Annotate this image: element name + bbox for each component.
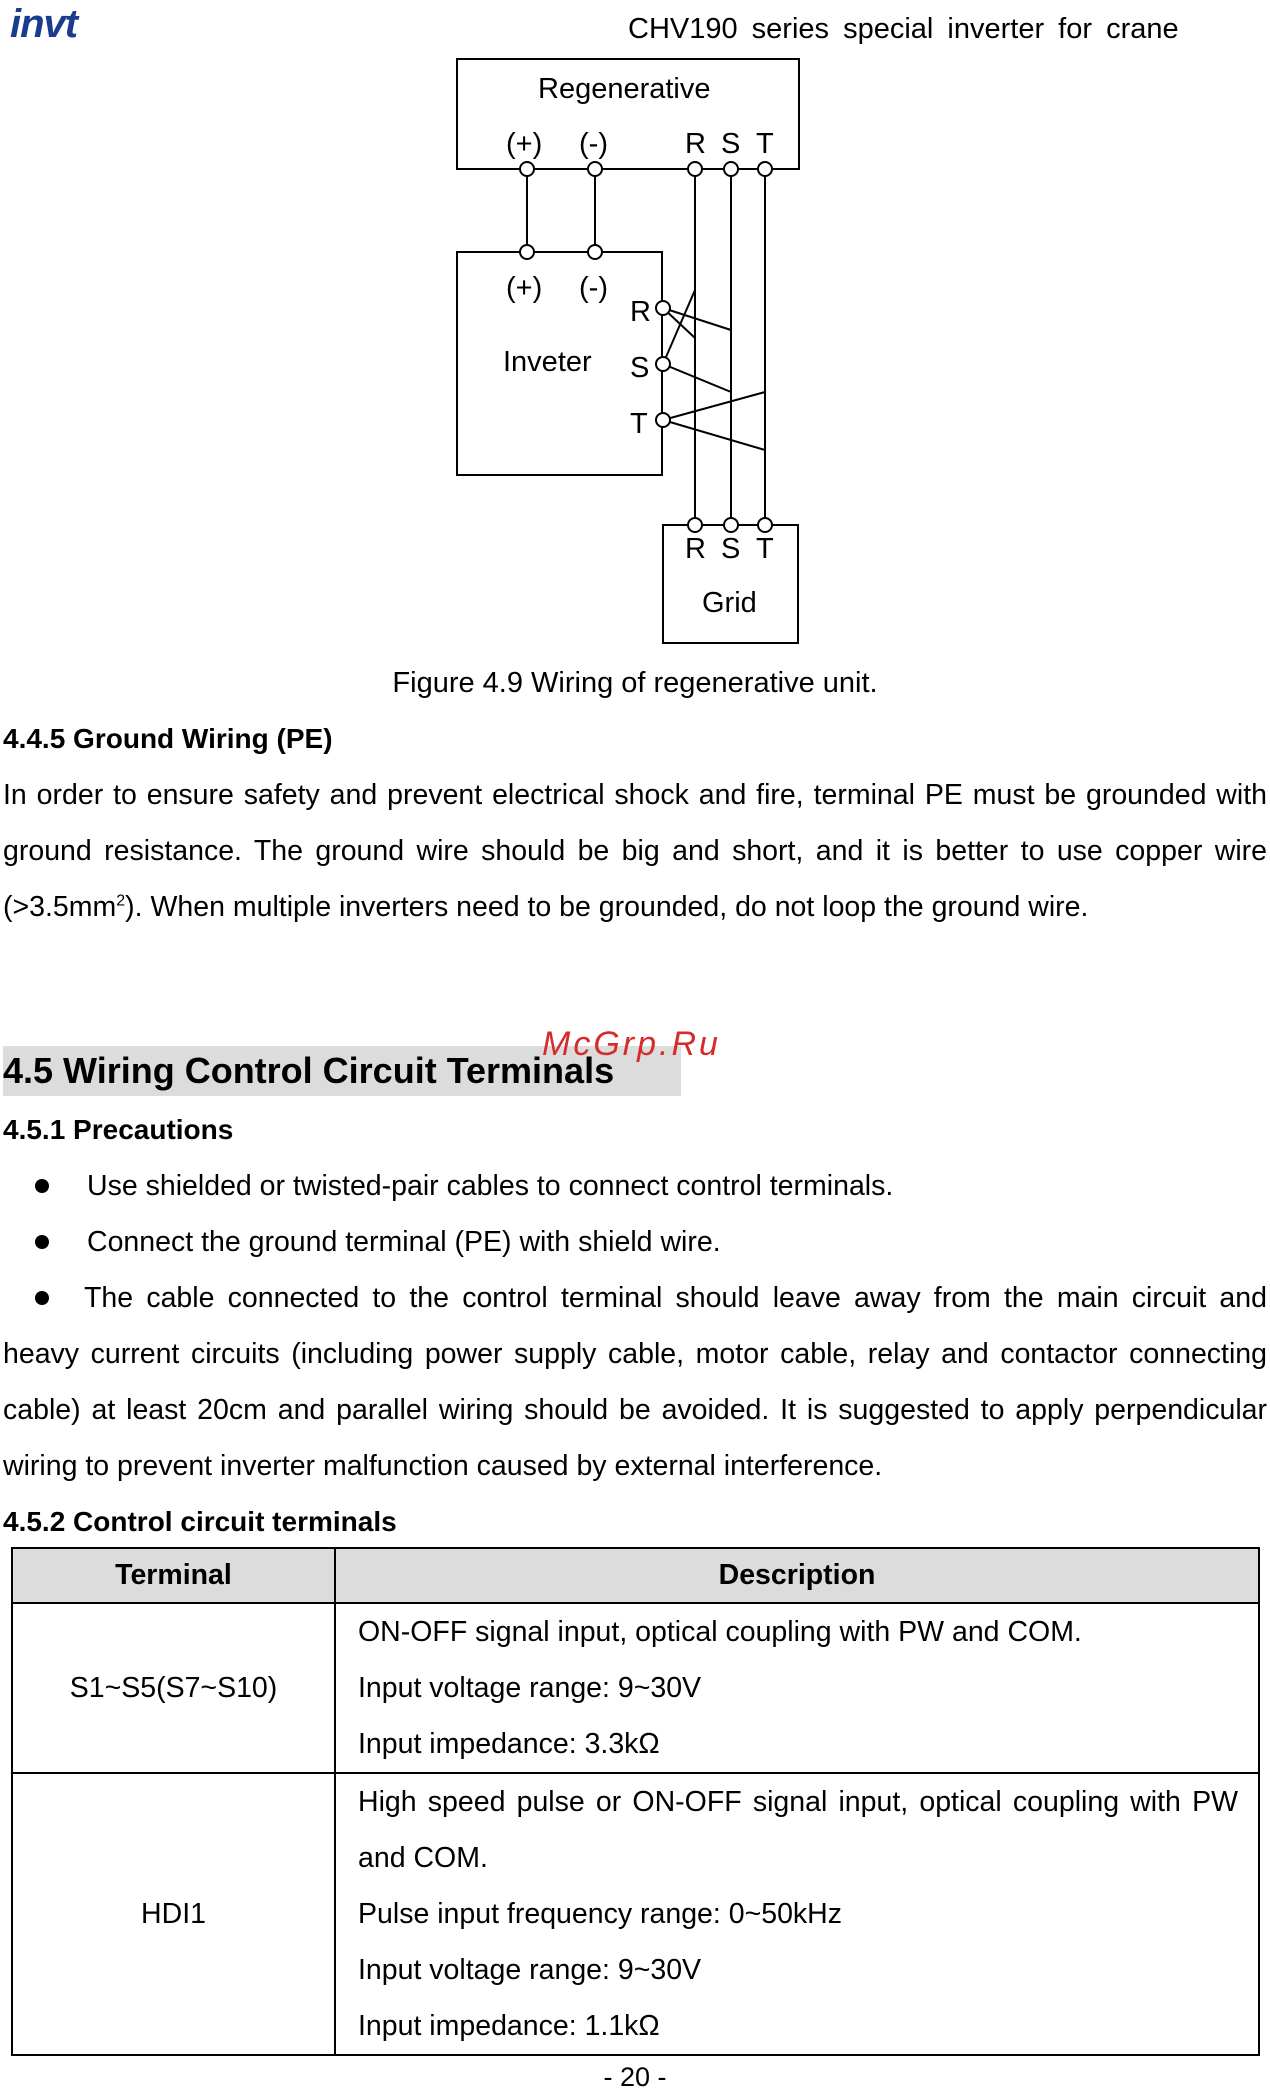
inv-s-label: S xyxy=(630,352,650,384)
description-line: Pulse input frequency range: 0~50kHz xyxy=(358,1898,843,1930)
terminal-inv-minus xyxy=(588,245,602,259)
bullet-item-1 xyxy=(3,1158,1267,1214)
terminal-inv-t xyxy=(656,413,670,427)
description-line: ON-OFF signal input, optical coupling with PW and COM. xyxy=(358,1616,1082,1648)
terminal-regen-s xyxy=(724,162,738,176)
regen-t-label: T xyxy=(756,128,774,160)
control-terminals-table xyxy=(11,1547,1260,2056)
column-header-description: Description xyxy=(335,1548,1259,1603)
inv-label: Inveter xyxy=(503,346,592,378)
ground-text-sup: 2 xyxy=(116,892,126,910)
section-heading-451: 4.5.1 Precautions xyxy=(3,1114,234,1145)
section-heading-45: 4.5 Wiring Control Circuit Terminals xyxy=(3,1046,681,1096)
section-heading-445: 4.4.5 Ground Wiring (PE) xyxy=(3,723,333,754)
table-cell-description xyxy=(335,1603,1259,1773)
bullet-text-2: Connect the ground terminal (PE) with shield wire. xyxy=(87,1226,721,1258)
terminal-grid-r xyxy=(688,518,702,532)
grid-r-label: R xyxy=(685,533,706,565)
link-inv-t-grid xyxy=(663,420,765,450)
table-header-row xyxy=(12,1548,1259,1603)
table-row xyxy=(12,1603,1259,1773)
inv-r-label: R xyxy=(630,296,651,328)
inv-minus-label: (-) xyxy=(579,272,608,304)
description-line: Input voltage range: 9~30V xyxy=(358,1672,702,1704)
bullet-text-1: Use shielded or twisted-pair cables to connect control terminals. xyxy=(87,1170,894,1202)
terminal-regen-r xyxy=(688,162,702,176)
link-regen-s-inv-r xyxy=(663,308,731,330)
figure-caption: Figure 4.9 Wiring of regenerative unit. xyxy=(392,667,878,699)
grid-t-label: T xyxy=(756,533,774,565)
ground-wiring-paragraph xyxy=(3,767,1267,935)
link-regen-r-inv-s xyxy=(663,290,695,364)
description-line: Input voltage range: 9~30V xyxy=(358,1954,702,1986)
bullet-dot xyxy=(35,1235,49,1249)
link-inv-s-grid xyxy=(663,364,731,392)
bullet-text-3: The cable connected to the control terminal should leave away from the main circuit and heavy current circuits (including power supply cable, motor cable, relay and contactor connecting cable) at least 20cm and parallel wiring should be avoided. It is suggested to apply perpendicular wiring to prevent inverter malfunction caused by external interference. xyxy=(3,1282,1267,1482)
terminal-regen-minus xyxy=(588,162,602,176)
terminal-grid-s xyxy=(724,518,738,532)
terminal-regen-plus xyxy=(520,162,534,176)
table-cell-terminal: HDI1 xyxy=(12,1773,335,2055)
grid-s-label: S xyxy=(721,533,741,565)
table-cell-terminal: S1~S5(S7~S10) xyxy=(12,1603,335,1773)
regen-s-label: S xyxy=(721,128,741,160)
regen-r-label: R xyxy=(685,128,706,160)
regen-minus-label: (-) xyxy=(579,128,608,160)
description-line: High speed pulse or ON-OFF signal input, optical coupling with PW and COM. xyxy=(358,1786,1238,1874)
ground-text-a: In order to ensure safety and prevent electrical shock and fire, terminal PE must be grounded with ground resistance. The ground wire should be big and short, and it is better to use copper wire (>3.5mm xyxy=(3,779,1267,923)
bullet-dot xyxy=(35,1179,49,1193)
ground-text-b: ). When multiple inverters need to be grounded, do not loop the ground wire. xyxy=(125,891,1089,923)
bullet-item-3 xyxy=(3,1270,1267,1494)
table-row xyxy=(12,1773,1259,2055)
terminal-regen-t xyxy=(758,162,772,176)
inv-t-label: T xyxy=(630,408,648,440)
description-line: Input impedance: 3.3kΩ xyxy=(358,1728,660,1760)
description-line: Input impedance: 1.1kΩ xyxy=(358,2010,660,2042)
bullet-item-2 xyxy=(3,1214,1267,1270)
column-header-terminal: Terminal xyxy=(12,1548,335,1603)
grid-label: Grid xyxy=(702,587,757,619)
header-title: CHV190 series special inverter for crane xyxy=(628,13,1179,45)
wiring-diagram xyxy=(0,0,1270,660)
page-number: - 20 - xyxy=(603,2062,667,2092)
terminal-inv-r xyxy=(656,301,670,315)
terminal-grid-t xyxy=(758,518,772,532)
table-cell-description xyxy=(335,1773,1259,2055)
link-regen-t-inv-t xyxy=(663,392,765,420)
terminal-inv-plus xyxy=(520,245,534,259)
terminal-inv-s xyxy=(656,357,670,371)
regen-label: Regenerative xyxy=(538,73,711,105)
bullet-dot xyxy=(35,1291,49,1305)
inv-plus-label: (+) xyxy=(506,272,543,304)
regen-plus-label: (+) xyxy=(506,128,543,160)
watermark: McGrp.Ru xyxy=(542,1025,721,1063)
section-heading-452: 4.5.2 Control circuit terminals xyxy=(3,1506,397,1537)
invt-logo: invt xyxy=(10,2,78,46)
